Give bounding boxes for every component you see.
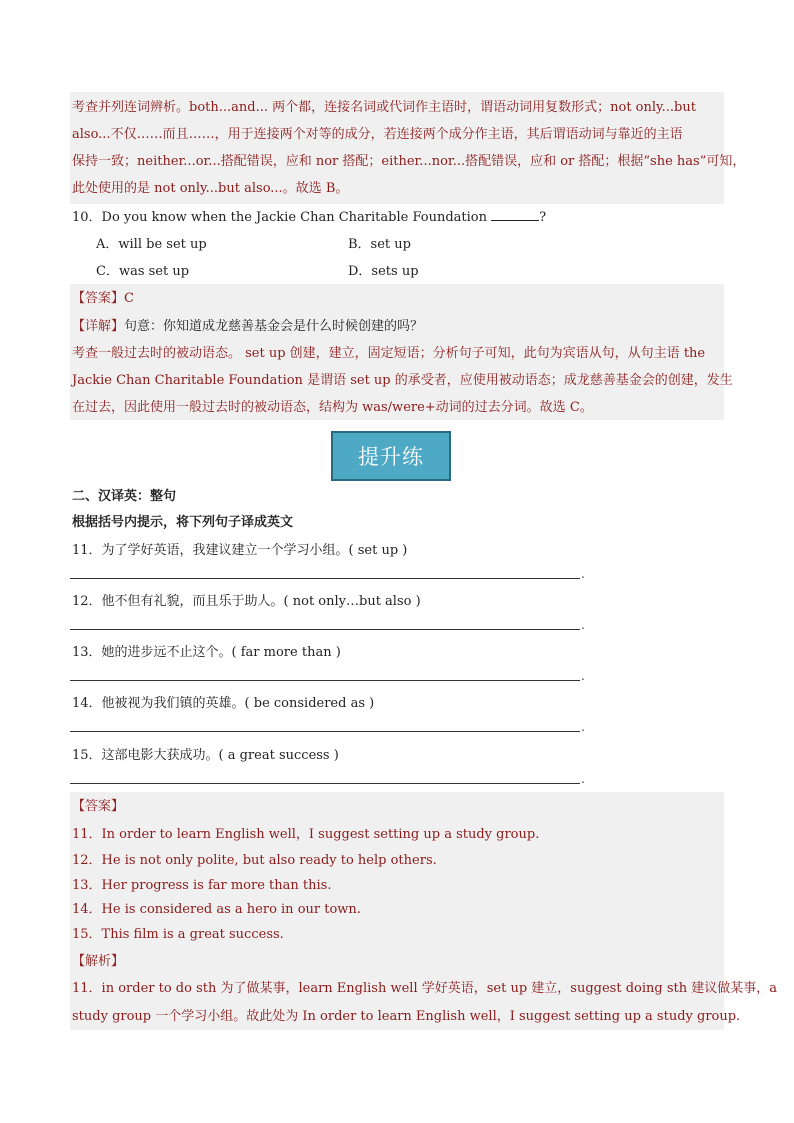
answer-item: 15．This film is a great success. [72, 927, 284, 942]
detail-line: 在过去，因此使用一般过去时的被动语态，结构为 was/were+动词的过去分词。故选 C。 [72, 400, 593, 415]
detail-line-q10 [72, 315, 423, 334]
question-10-stem [72, 206, 546, 225]
answer-line-11[interactable] [70, 578, 580, 579]
answer-blank[interactable] [491, 208, 539, 221]
answer-line-q10 [72, 287, 134, 306]
translation-item-15: 15．这部电影大获成功。( a great success ) [72, 748, 339, 763]
option-d[interactable]: D．sets up [348, 264, 419, 279]
answer-item: 11．In order to learn English well，I suggest setting up a study group. [72, 827, 540, 842]
line-end-mark: . [581, 772, 585, 786]
option-a[interactable]: A．will be set up [96, 237, 207, 252]
line-end-mark: . [581, 669, 585, 683]
answer-label: 【答案】 [72, 799, 125, 814]
analysis-line: study group 一个学习小组。故此处为 In order to learn English well，I suggest setting up a study group. [72, 1009, 741, 1024]
answer-item: 14．He is considered as a hero in our town. [72, 902, 361, 917]
line-end-mark: . [581, 567, 585, 581]
section-2-heading: 二、汉译英：整句 [72, 489, 177, 504]
analysis-line: 11．in order to do sth 为了做某事，learn English well 学好英语，set up 建立，suggest doing sth 建议做某事，a [72, 981, 777, 996]
detail-line: Jackie Chan Charitable Foundation 是谓语 set up 的承受者，应使用被动语态；成龙慈善基金会的创建，发生 [72, 373, 733, 388]
answer-line-15[interactable] [70, 783, 580, 784]
answer-item: 12．He is not only polite, but also ready to help others. [72, 853, 437, 868]
option-c[interactable]: C．was set up [96, 264, 190, 279]
analysis-line: 考查并列连词辨析。both...and... 两个都，连接名词或代词作主语时，谓语动词用复数形式；not only...but [72, 100, 696, 115]
translation-item-13: 13．她的进步远不止这个。( far more than ) [72, 645, 341, 660]
detail-label: 【详解】 [72, 319, 125, 334]
translation-item-11: 11．为了学好英语，我建议建立一个学习小组。( set up ) [72, 543, 408, 558]
analysis-line: 此处使用的是 not only...but also...。故选 B。 [72, 181, 349, 196]
analysis-line: 保持一致；neither...or...搭配错误，应和 nor 搭配；either...nor...搭配错误，应和 or 搭配；根据“she has”可知， [72, 154, 746, 169]
translation-item-14: 14．他被视为我们镇的英雄。( be considered as ) [72, 696, 375, 711]
answer-line-13[interactable] [70, 680, 580, 681]
answer-line-14[interactable] [70, 731, 580, 732]
answer-item: 13．Her progress is far more than this. [72, 878, 332, 893]
line-end-mark: . [581, 720, 585, 734]
answer-line-12[interactable] [70, 629, 580, 630]
answer-label: 【答案】 [72, 291, 125, 306]
detail-meaning: 句意：你知道成龙慈善基金会是什么时候创建的吗？ [124, 319, 424, 334]
option-b[interactable]: B．set up [348, 237, 411, 252]
section-banner: 提升练 [331, 431, 451, 481]
section-2-instruction: 根据括号内提示，将下列句子译成英文 [72, 515, 294, 530]
answer-value: C [124, 291, 134, 306]
analysis-label: 【解析】 [72, 954, 125, 969]
translation-item-12: 12．他不但有礼貌，而且乐于助人。( not only…but also ) [72, 594, 421, 609]
detail-line: 考查一般过去时的被动语态。 set up 创建，建立，固定短语；分析句子可知，此句为宾语从句，从句主语 the [72, 346, 706, 361]
analysis-line: also...不仅……而且……，用于连接两个对等的成分，若连接两个成分作主语，其后谓语动词与靠近的主语 [72, 127, 683, 142]
question-10-mark: ? [539, 210, 547, 225]
line-end-mark: . [581, 618, 585, 632]
question-10-stem-text: 10．Do you know when the Jackie Chan Charitable Foundation [72, 210, 487, 225]
